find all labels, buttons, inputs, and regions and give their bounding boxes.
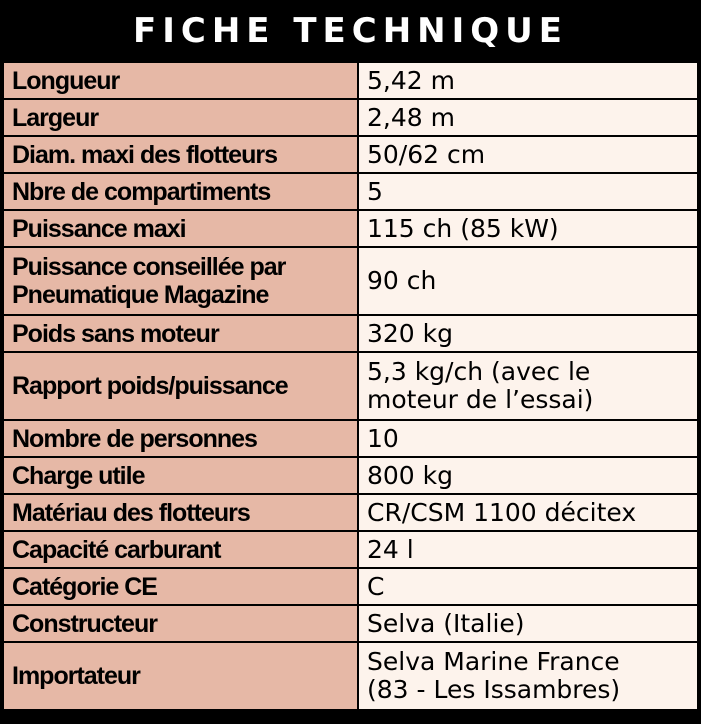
spec-label: Constructeur: [3, 605, 358, 642]
spec-row-diametre: [3, 136, 698, 173]
spec-value: Selva Marine France (83 - Les Issambres): [358, 642, 698, 710]
spec-label: Charge utile: [3, 457, 358, 494]
spec-row-compartiments: [3, 173, 698, 210]
spec-row-personnes: [3, 420, 698, 457]
spec-value: 24 l: [358, 531, 698, 568]
spec-label: Importateur: [3, 642, 358, 710]
sheet-title: FICHE TECHNIQUE: [1, 1, 700, 61]
spec-label: Capacité carburant: [3, 531, 358, 568]
spec-row-materiau: [3, 494, 698, 531]
spec-table: [2, 61, 699, 711]
spec-row-carburant: [3, 531, 698, 568]
spec-row-constructeur: [3, 605, 698, 642]
spec-row-longueur: [3, 62, 698, 99]
spec-value: 10: [358, 420, 698, 457]
spec-label: Catégorie CE: [3, 568, 358, 605]
spec-value: 2,48 m: [358, 99, 698, 136]
spec-value: C: [358, 568, 698, 605]
spec-label: Puissance maxi: [3, 210, 358, 247]
spec-row-largeur: [3, 99, 698, 136]
spec-value: 5,42 m: [358, 62, 698, 99]
spec-label: Nombre de personnes: [3, 420, 358, 457]
spec-value: 320 kg: [358, 315, 698, 352]
spec-row-categorie: [3, 568, 698, 605]
spec-value: 115 ch (85 kW): [358, 210, 698, 247]
spec-value: CR/CSM 1100 décitex: [358, 494, 698, 531]
spec-label: Rapport poids/puissance: [3, 352, 358, 420]
spec-row-puissance-maxi: [3, 210, 698, 247]
spec-label: Largeur: [3, 99, 358, 136]
spec-label: Matériau des flotteurs: [3, 494, 358, 531]
spec-value: Selva (Italie): [358, 605, 698, 642]
spec-label: Longueur: [3, 62, 358, 99]
spec-label: Diam. maxi des flotteurs: [3, 136, 358, 173]
spec-row-poids: [3, 315, 698, 352]
spec-value: 90 ch: [358, 247, 698, 315]
spec-value: 800 kg: [358, 457, 698, 494]
spec-value: 50/62 cm: [358, 136, 698, 173]
spec-row-charge: [3, 457, 698, 494]
spec-row-rapport: [3, 352, 698, 420]
spec-value: 5: [358, 173, 698, 210]
spec-value: 5,3 kg/ch (avec le moteur de l’essai): [358, 352, 698, 420]
spec-label: Puissance conseillée par Pneumatique Magazine: [3, 247, 358, 315]
spec-row-puissance-conseillee: [3, 247, 698, 315]
spec-row-importateur: [3, 642, 698, 710]
spec-label: Nbre de compartiments: [3, 173, 358, 210]
spec-label: Poids sans moteur: [3, 315, 358, 352]
